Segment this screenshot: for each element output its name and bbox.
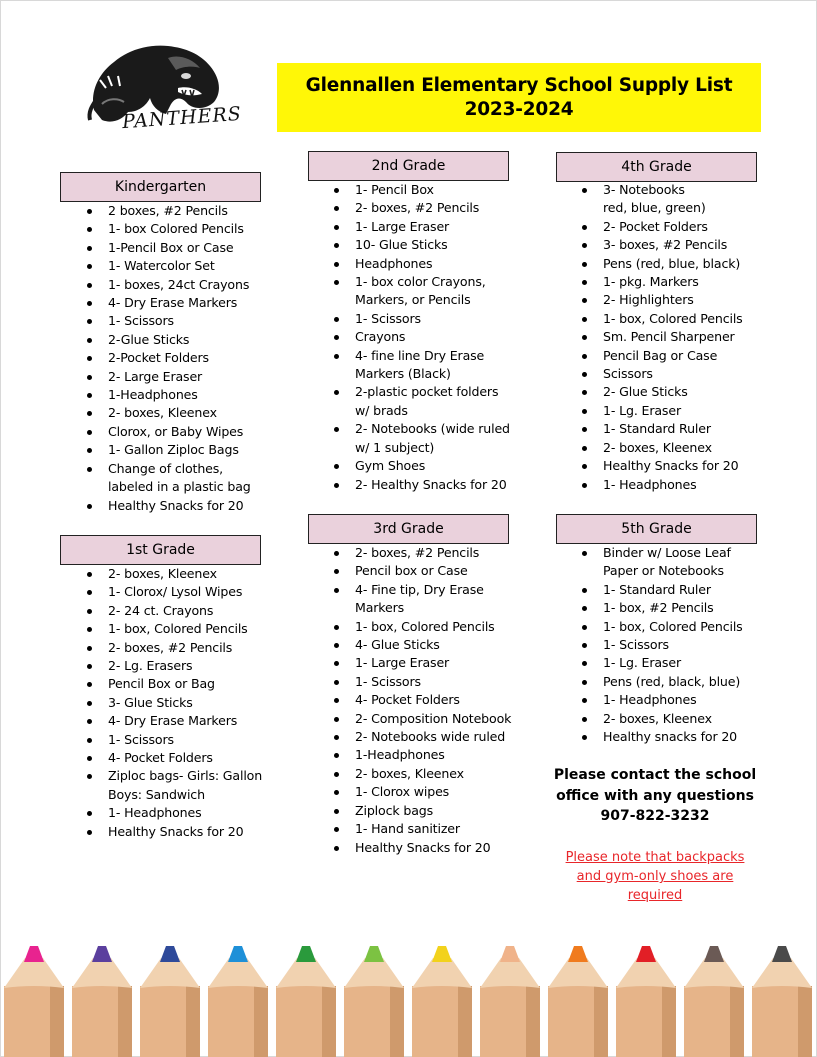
list-item: Ziploc bags- Girls: Gallon	[84, 767, 262, 785]
list-item: 1- Standard Ruler	[579, 581, 743, 599]
list-item: 1- Watercolor Set	[84, 257, 251, 275]
list-item: 1- Headphones	[579, 476, 743, 494]
colored-pencils-decoration	[0, 940, 817, 1057]
list-item: Pencil Box or Bag	[84, 675, 262, 693]
list-item: 2- Notebooks (wide ruled	[331, 420, 510, 438]
logo-text: PANTHERS	[121, 102, 243, 134]
list-item: Pens (red, blue, black)	[579, 255, 743, 273]
list-item: 1- Clorox wipes	[331, 783, 511, 801]
list-item: Clorox, or Baby Wipes	[84, 423, 251, 441]
list-item: 10- Glue Sticks	[331, 236, 510, 254]
list-item-continuation: red, blue, green)	[603, 200, 706, 216]
list-item: 2- Highlighters	[579, 291, 743, 309]
school-year: 2023-2024	[464, 98, 574, 120]
pencil-icon	[4, 946, 64, 1057]
list-item: Healthy Snacks for 20	[84, 497, 251, 515]
list-item-continuation: Markers	[355, 600, 405, 616]
list-item: Pens (red, black, blue)	[579, 673, 743, 691]
list-item: 4- Fine tip, Dry Erase	[331, 581, 511, 599]
pencil-icon	[344, 946, 404, 1057]
list-item: 2- Glue Sticks	[579, 383, 743, 401]
list-item: 1- box Colored Pencils	[84, 220, 251, 238]
grade5-list	[579, 544, 743, 746]
list-item: 4- Glue Sticks	[331, 636, 511, 654]
page-title: Glennallen Elementary School Supply List	[305, 74, 733, 96]
phone-number: 907-822-3232	[600, 808, 710, 824]
pencil-icon	[616, 946, 676, 1057]
list-item: 3- Glue Sticks	[84, 694, 262, 712]
list-item: 2- boxes, Kleenex	[579, 439, 743, 457]
list-item: 2-Pocket Folders	[84, 349, 251, 367]
list-item: 2- boxes, Kleenex	[331, 765, 511, 783]
list-item: Healthy snacks for 20	[579, 728, 743, 746]
list-item: 2- Composition Notebook	[331, 710, 511, 728]
list-item: 1- Scissors	[84, 312, 251, 330]
list-item: 1-Pencil Box or Case	[84, 239, 251, 257]
list-item: Pencil Bag or Case	[579, 347, 743, 365]
grade1-header: 1st Grade	[60, 535, 261, 565]
list-item: 1- box, Colored Pencils	[579, 618, 743, 636]
list-item: 1- Headphones	[84, 804, 262, 822]
list-item: Healthy Snacks for 20	[84, 823, 262, 841]
note-line-1: Please note that backpacks	[565, 850, 745, 865]
list-item: 1- Pencil Box	[331, 181, 510, 199]
list-item: 1- Scissors	[331, 673, 511, 691]
list-item: Binder w/ Loose Leaf	[579, 544, 743, 562]
list-item: 1- Headphones	[579, 691, 743, 709]
list-item: 4- Dry Erase Markers	[84, 712, 262, 730]
list-item: 2-plastic pocket folders	[331, 383, 510, 401]
contact-line-2: office with any questions	[556, 787, 754, 804]
list-item: 2- Notebooks wide ruled	[331, 728, 511, 746]
backpack-note	[548, 848, 762, 905]
list-item: Healthy Snacks for 20	[579, 457, 743, 475]
list-item: Pencil box or Case	[331, 562, 511, 580]
pencil-icon	[276, 946, 336, 1057]
list-item: 1- Clorox/ Lysol Wipes	[84, 583, 262, 601]
list-item-continuation: Paper or Notebooks	[603, 563, 724, 579]
list-item-continuation: w/ brads	[355, 402, 408, 418]
list-item: 2- boxes, #2 Pencils	[331, 199, 510, 217]
pencil-icon	[208, 946, 268, 1057]
list-item: Scissors	[579, 365, 743, 383]
pencil-icon	[752, 946, 812, 1057]
pencil-icon	[480, 946, 540, 1057]
title-banner	[277, 63, 761, 132]
list-item: 1- box, Colored Pencils	[84, 620, 262, 638]
list-item: Headphones	[331, 255, 510, 273]
list-item: 4- Dry Erase Markers	[84, 294, 251, 312]
list-item: 1- Scissors	[579, 636, 743, 654]
panthers-logo	[82, 40, 243, 136]
pencil-icon	[684, 946, 744, 1057]
list-item: 2- Large Eraser	[84, 368, 251, 386]
list-item: 2- boxes, Kleenex	[84, 404, 251, 422]
contact-info	[545, 765, 765, 827]
grade2-header: 2nd Grade	[308, 151, 509, 181]
list-item: 4- fine line Dry Erase	[331, 347, 510, 365]
grade3-list	[331, 544, 511, 857]
list-item: 1- Gallon Ziploc Bags	[84, 441, 251, 459]
kindergarten-header: Kindergarten	[60, 172, 261, 202]
list-item: 2- Lg. Erasers	[84, 657, 262, 675]
grade3-header: 3rd Grade	[308, 514, 509, 544]
list-item: Ziplock bags	[331, 802, 511, 820]
list-item-continuation: Markers (Black)	[355, 366, 451, 382]
list-item: 3- Notebooks	[579, 181, 743, 199]
grade5-header: 5th Grade	[556, 514, 757, 544]
list-item: 2- boxes, Kleenex	[579, 710, 743, 728]
list-item: Crayons	[331, 328, 510, 346]
grade2-list	[331, 181, 510, 494]
list-item: 2- boxes, #2 Pencils	[84, 639, 262, 657]
list-item: 1- Large Eraser	[331, 654, 511, 672]
list-item: 4- Pocket Folders	[84, 749, 262, 767]
list-item: 3- boxes, #2 Pencils	[579, 236, 743, 254]
list-item: 1- Standard Ruler	[579, 420, 743, 438]
list-item-continuation: w/ 1 subject)	[355, 439, 435, 455]
list-item: 1- Hand sanitizer	[331, 820, 511, 838]
list-item: 1- box, Colored Pencils	[331, 618, 511, 636]
list-item-continuation: Markers, or Pencils	[355, 292, 471, 308]
list-item: 2- Healthy Snacks for 20	[331, 476, 510, 494]
list-item: 2- 24 ct. Crayons	[84, 602, 262, 620]
pencil-icon	[548, 946, 608, 1057]
list-item: 1- boxes, 24ct Crayons	[84, 276, 251, 294]
list-item: Healthy Snacks for 20	[331, 839, 511, 857]
list-item: 2- boxes, #2 Pencils	[331, 544, 511, 562]
list-item: 1-Headphones	[331, 746, 511, 764]
pencil-icon	[412, 946, 472, 1057]
list-item: 1- box, #2 Pencils	[579, 599, 743, 617]
list-item-continuation: labeled in a plastic bag	[108, 479, 251, 495]
list-item: 2- Pocket Folders	[579, 218, 743, 236]
contact-line-1: Please contact the school	[553, 767, 757, 783]
list-item-continuation: Boys: Sandwich	[108, 786, 205, 802]
list-item: 1- Large Eraser	[331, 218, 510, 236]
list-item: 1- Lg. Eraser	[579, 402, 743, 420]
note-line-3: required	[627, 888, 683, 903]
list-item: 2- boxes, Kleenex	[84, 565, 262, 583]
list-item: 1- Lg. Eraser	[579, 654, 743, 672]
pencil-icon	[72, 946, 132, 1057]
list-item: 1- box, Colored Pencils	[579, 310, 743, 328]
list-item: 1- pkg. Markers	[579, 273, 743, 291]
list-item: Change of clothes,	[84, 460, 251, 478]
list-item: 2 boxes, #2 Pencils	[84, 202, 251, 220]
list-item: 1- Scissors	[331, 310, 510, 328]
list-item: 1- Scissors	[84, 731, 262, 749]
grade4-list	[579, 181, 743, 494]
list-item: 4- Pocket Folders	[331, 691, 511, 709]
list-item: Gym Shoes	[331, 457, 510, 475]
grade1-list	[84, 565, 262, 841]
list-item: 1- box color Crayons,	[331, 273, 510, 291]
list-item: 1-Headphones	[84, 386, 251, 404]
pencil-icon	[140, 946, 200, 1057]
kindergarten-list	[84, 202, 251, 515]
list-item: 2-Glue Sticks	[84, 331, 251, 349]
grade4-header: 4th Grade	[556, 152, 757, 182]
note-line-2: and gym-only shoes are	[576, 869, 734, 884]
list-item: Sm. Pencil Sharpener	[579, 328, 743, 346]
